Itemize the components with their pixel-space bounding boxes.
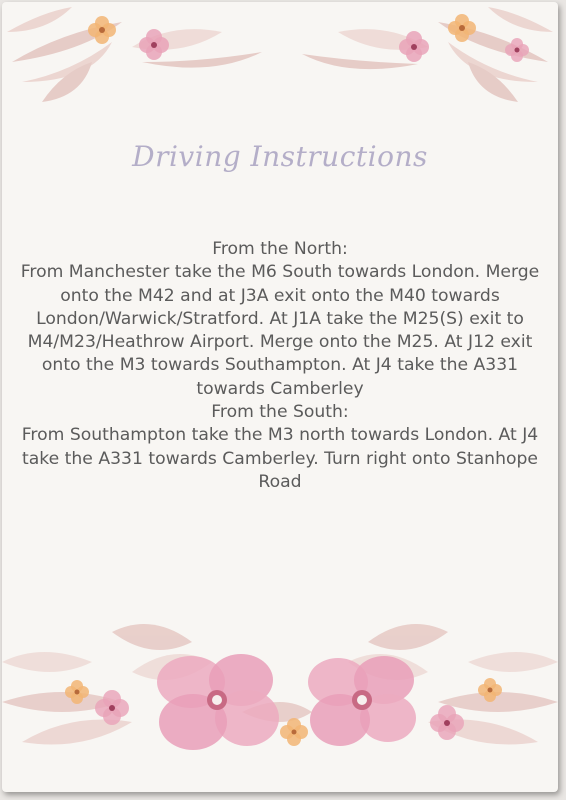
- card-title: Driving Instructions: [132, 140, 428, 173]
- south-directions: From Southampton take the M3 north towards London. At J4 take the A331 towards Camberley. Turn right onto Stanhope Road: [21, 425, 539, 492]
- bottom-floral-garland-icon: [2, 602, 558, 792]
- top-floral-garland-icon: [2, 2, 558, 112]
- north-directions: From Manchester take the M6 South towards London. Merge onto the M42 and at J3A exit onto the M40 towards London/Warwick/Stratford. At J1A take the M25(S) exit to M4/M23/Heathrow Airport. Merge onto the M25. At J12 exit onto the M3 towards Southampton. At J4 take the A331 towards Camberley: [20, 262, 540, 399]
- south-heading: From the South:: [211, 402, 349, 423]
- invitation-card: [2, 2, 558, 792]
- directions-text: [20, 238, 540, 494]
- north-heading: From the North:: [212, 239, 348, 259]
